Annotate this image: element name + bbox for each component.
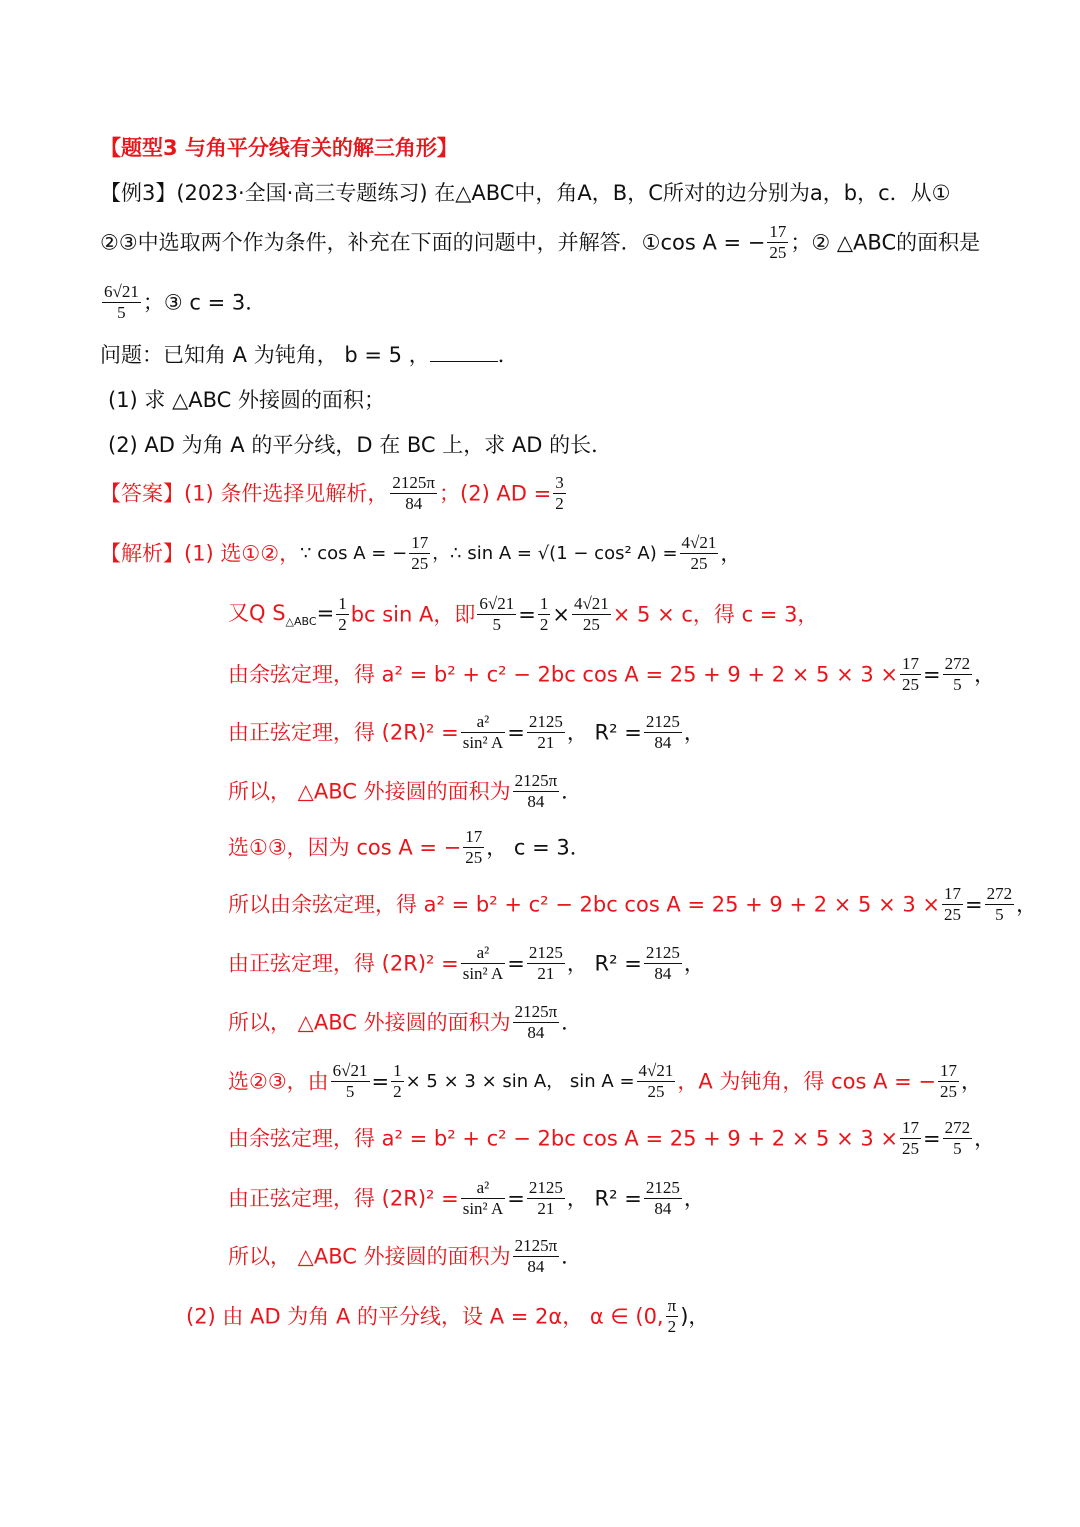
fraction: $\frac{2125}{84}$ — [645, 943, 680, 984]
fraction: $\frac{17}{25}$ — [769, 222, 787, 263]
fraction: $\frac{1}{2}$ — [393, 1061, 402, 1102]
fraction: $\frac{2125\pi}{84}$ — [514, 1236, 558, 1277]
comma: ， — [683, 951, 705, 976]
cosine-law-text: 由余弦定理，得 a² = b² + c² − 2bc cos A = 25 + 9 + 2 × 5 × 3 × — [228, 662, 898, 687]
example-line-2-text: ②③中选取两个作为条件，补充在下面的问题中，并解答．①cos A = − — [100, 230, 766, 255]
equals: = — [922, 662, 941, 687]
fraction: $\frac{17}{25}$ — [465, 827, 483, 868]
fraction: $\frac{\pi}{2}$ — [667, 1296, 677, 1337]
comma: ， — [1016, 892, 1038, 917]
fraction: $\frac{2125}{21}$ — [528, 943, 563, 984]
comma: ， — [683, 1186, 705, 1211]
part-2-line — [186, 1296, 1080, 1344]
comma: ， — [974, 1126, 996, 1151]
section-title: 【题型3 与角平分线有关的解三角形】 — [100, 136, 458, 160]
conclusion-text: 所以， △ABC 外接圆的面积为 — [228, 1244, 511, 1269]
cosine-law-text: 由余弦定理，得 a² = b² + c² − 2bc cos A = 25 + 9 + 2 × 5 × 3 × — [228, 1126, 898, 1151]
fraction: $\frac{2125}{84}$ — [645, 712, 680, 753]
fraction: $\frac{17}{25}$ — [943, 884, 961, 925]
area-formula: 又Q $S_{\triangle ABC}=$ — [228, 600, 335, 628]
equals: = — [507, 951, 525, 976]
comma: ， — [961, 1069, 983, 1094]
fraction: $\frac{1}{2}$ — [539, 594, 549, 635]
period: ． — [561, 779, 583, 804]
fraction: $\frac{\text{a²}}{\text{sin² A}}$ — [462, 1178, 504, 1219]
sine-law-line-3 — [228, 1178, 1080, 1226]
fraction: $\frac{17}{25}$ — [901, 654, 919, 695]
fraction: $\frac{2125\pi}{84}$ — [514, 771, 558, 812]
area-conclusion-1 — [228, 771, 1080, 819]
answer-label: 【答案】(1) 条件选择见解析， — [100, 481, 389, 506]
sine-law-text: 由正弦定理，得 (2R)² = — [228, 720, 459, 745]
choice-23-text: 选②③，由 — [228, 1069, 329, 1094]
sine-law-text: 由正弦定理，得 (2R)² = — [228, 1186, 459, 1211]
fraction: $\frac{3}{2}$ — [555, 473, 564, 514]
example-line-2-text-b: ；② △ABC的面积是 — [790, 230, 981, 255]
fraction: $\frac{2125}{84}$ — [645, 1178, 680, 1219]
choice-23-line — [228, 1061, 1080, 1109]
cosine-law-text: 所以由余弦定理，得 a² = b² + c² − 2bc cos A = 25 + 9 + 2 × 5 × 3 × — [228, 892, 940, 917]
example-line-3-text: ；③ c = 3． — [142, 290, 267, 315]
problem-line — [100, 345, 1080, 366]
cosine-law-line-3 — [228, 1118, 1080, 1166]
fraction: $\frac{272}{5}$ — [986, 884, 1013, 925]
equals: = — [922, 1126, 941, 1151]
fraction: $\frac{272}{5}$ — [944, 1118, 971, 1159]
solution-line-1 — [100, 533, 1080, 581]
example-line-3 — [100, 282, 1080, 326]
fraction: $\frac{2125}{21}$ — [528, 1178, 563, 1219]
fraction: $\frac{6√21}{5}$ — [479, 594, 515, 635]
r-squared: ， R² = — [566, 1186, 642, 1211]
fraction: $\frac{6√21}{5}$ — [104, 282, 139, 323]
fraction: $\frac{17}{25}$ — [411, 533, 429, 574]
cosine-law-line-2 — [228, 884, 1080, 932]
equals: = — [371, 1069, 390, 1094]
answer-line — [100, 473, 1080, 521]
example-line-2 — [100, 222, 1080, 266]
r-squared: ， R² = — [566, 720, 642, 745]
equals: = — [507, 720, 525, 745]
area-conclusion-3 — [228, 1236, 1080, 1284]
solution-line-2 — [228, 594, 1080, 642]
fraction: $\frac{17}{25}$ — [901, 1118, 919, 1159]
interval-close: )， — [680, 1304, 710, 1329]
sin-derivation: ，∴ sin A = √(1 − cos² A) = — [432, 542, 678, 564]
area-eq: × 5 × 3 × sin A， sin A = — [405, 1070, 635, 1092]
question-1: (1) 求 △ABC 外接圆的面积； — [108, 388, 385, 412]
choice-13-line — [228, 827, 1080, 875]
sine-law-line-1 — [228, 712, 1080, 760]
answer-mid: ；(2) AD = — [439, 481, 552, 506]
equals: = — [518, 602, 536, 627]
area-formula-b: bc sin A，即 — [350, 602, 476, 627]
fraction: $\frac{272}{5}$ — [944, 654, 971, 695]
conclusion-text: 所以， △ABC 外接圆的面积为 — [228, 1010, 511, 1035]
comma: ， — [683, 720, 705, 745]
fraction: $\frac{6√21}{5}$ — [332, 1061, 368, 1102]
problem-end: ． — [497, 343, 519, 367]
period: ． — [561, 1244, 583, 1269]
cosine-law-line-1 — [228, 654, 1080, 702]
c-given: ， c = 3． — [486, 835, 591, 860]
fraction: $\frac{2125}{21}$ — [528, 712, 563, 753]
fraction: $\frac{1}{2}$ — [338, 594, 347, 635]
answer-blank — [430, 347, 498, 362]
times: × — [552, 602, 570, 627]
fraction: $\frac{4√21}{25}$ — [638, 1061, 674, 1102]
equals: = — [507, 1186, 525, 1211]
equals: = — [964, 892, 983, 917]
question-2: (2) AD 为角 A 的平分线，D 在 BC 上，求 AD 的长． — [108, 433, 613, 457]
comma: ， — [974, 662, 996, 687]
problem-text: 问题：已知角 A 为钝角， b = 5 ， — [100, 343, 430, 367]
conclusion-text: 所以， △ABC 外接圆的面积为 — [228, 779, 511, 804]
cos-given: ∵ cos A = − — [300, 542, 408, 564]
area-conclusion-2 — [228, 1002, 1080, 1050]
fraction: $\frac{4√21}{25}$ — [573, 594, 609, 635]
example-line-1: 【例3】(2023·全国·高三专题练习) 在△ABC中，角A，B，C所对的边分别为a，b，c．从① — [100, 181, 951, 205]
part-2-text: (2) 由 AD 为角 A 的平分线，设 A = 2α， α ∈ (0, — [186, 1304, 664, 1329]
solution-label: 【解析】(1) 选①②， — [100, 541, 301, 566]
fraction: $\frac{\text{a²}}{\text{sin² A}}$ — [462, 712, 504, 753]
area-result: × 5 × c，得 c = 3， — [612, 602, 819, 627]
obtuse-text: ，A 为钝角，得 cos A = − — [677, 1069, 937, 1094]
fraction: $\frac{2125\pi}{84}$ — [392, 473, 436, 514]
fraction: $\frac{2125\pi}{84}$ — [514, 1002, 558, 1043]
fraction: $\frac{4√21}{25}$ — [681, 533, 717, 574]
period: ． — [561, 1010, 583, 1035]
r-squared: ， R² = — [566, 951, 642, 976]
fraction: $\frac{\text{a²}}{\text{sin² A}}$ — [462, 943, 504, 984]
choice-13-text: 选①③，因为 cos A = − — [228, 835, 462, 860]
sine-law-text: 由正弦定理，得 (2R)² = — [228, 951, 459, 976]
fraction: $\frac{17}{25}$ — [940, 1061, 958, 1102]
comma: ， — [720, 541, 742, 566]
sine-law-line-2 — [228, 943, 1080, 991]
